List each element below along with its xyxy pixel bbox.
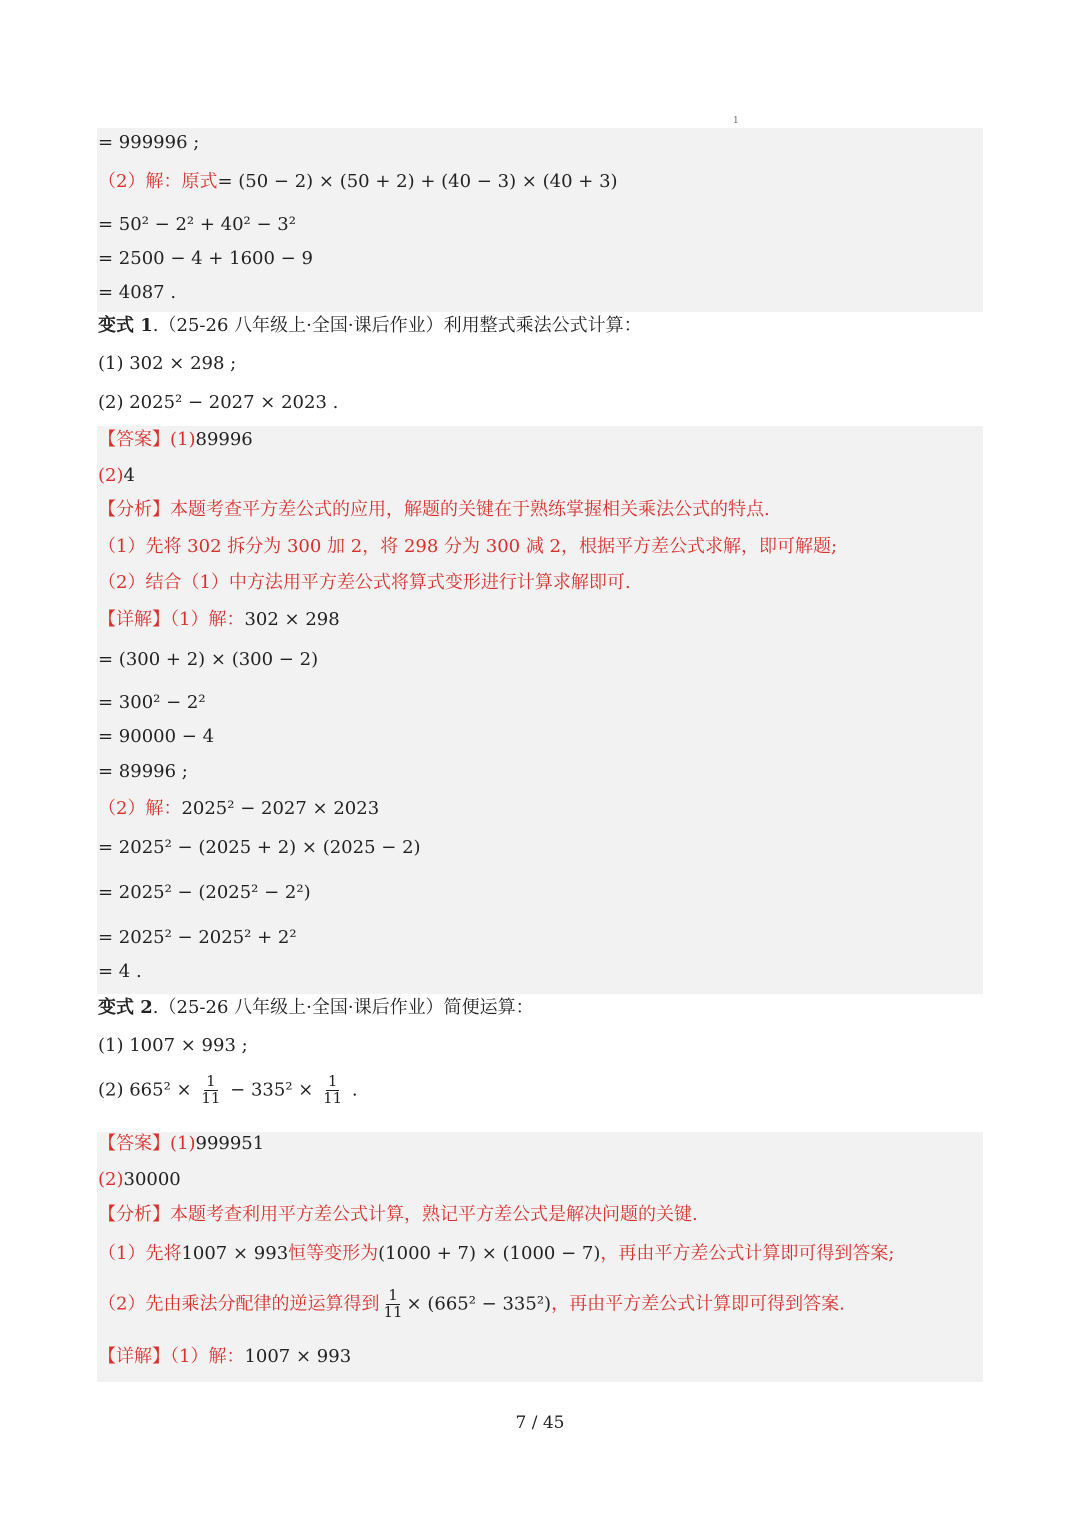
analysis1-prefix: （1）先将 — [98, 1243, 182, 1264]
variant1-title — [98, 317, 642, 335]
analysis2-prefix: （2）先由乘法分配律的逆运算得到 — [98, 1293, 380, 1315]
prev-part2-expr: = (50 − 2) × (50 + 2) + (40 − 3) × (40 + 3) — [217, 171, 618, 192]
variant1-detail — [98, 611, 340, 629]
analysis1-mid: 恒等变形为 — [288, 1243, 379, 1264]
variant1-step: = 90000 − 4 — [98, 726, 215, 747]
analysis2-expr: × (665² − 335²) — [406, 1293, 552, 1315]
analysis1-expr2: (1000 + 7) × (1000 − 7) — [378, 1243, 601, 1264]
variant1-step2: = 2025² − 2025² + 2² — [98, 927, 297, 948]
answer-index: (2) — [98, 465, 124, 486]
fraction-denominator: 11 — [323, 1088, 343, 1107]
analysis-text: 本题考查平方差公式的应用，解题的关键在于熟练掌握相关乘法公式的特点. — [170, 499, 770, 520]
analysis1-expr: 1007 × 993 — [181, 1243, 289, 1264]
prev-step-1: = 999996 ; — [98, 132, 200, 153]
fraction-denominator: 11 — [383, 1302, 403, 1321]
prev-step-5: = 4087 . — [98, 282, 177, 303]
fraction-denominator: 11 — [201, 1088, 221, 1107]
header-mark: 1 — [733, 116, 739, 126]
variant2-title — [98, 999, 534, 1017]
variant1-step: = (300 + 2) × (300 − 2) — [98, 649, 319, 670]
variant1-question-2: (2) 2025² − 2027 × 2023 . — [98, 392, 339, 413]
part2-prefix: （2）解： — [98, 798, 182, 819]
detail-prefix: （1）解： — [170, 1346, 245, 1367]
answer-value: 30000 — [123, 1169, 181, 1190]
variant1-analysis-2: （2）结合（1）中方法用平方差公式将算式变形进行计算求解即可. — [98, 572, 631, 593]
prev-step-3: = 50² − 2² + 40² − 3² — [98, 214, 296, 235]
detail-expr: 302 × 298 — [244, 609, 340, 630]
q2-prefix: (2) 665² × — [98, 1079, 192, 1101]
variant1-step2: = 4 . — [98, 961, 142, 982]
prev-step-4: = 2500 − 4 + 1600 − 9 — [98, 248, 313, 269]
answer-value: 4 — [123, 465, 135, 486]
q2-mid: − 335² × — [230, 1079, 314, 1101]
fraction-numerator: 1 — [388, 1286, 398, 1304]
analysis-tag: 【分析】 — [98, 1204, 170, 1225]
prev-part2-line — [98, 173, 618, 191]
variant2-analysis — [98, 1206, 698, 1224]
analysis2-suffix: ，再由平方差公式计算即可得到答案. — [551, 1293, 845, 1315]
variant2-question-2 — [98, 1074, 358, 1107]
variant1-analysis — [98, 501, 770, 519]
variant2-question-1: (1) 1007 × 993 ; — [98, 1035, 248, 1056]
detail-tag: 【详解】 — [98, 1346, 170, 1367]
variant1-step: = 300² − 2² — [98, 692, 206, 713]
fraction-one-eleventh — [381, 1288, 404, 1321]
prev-part2-prefix: （2）解：原式 — [98, 171, 218, 192]
analysis-tag: 【分析】 — [98, 499, 170, 520]
analysis-text: 本题考查利用平方差公式计算，熟记平方差公式是解决问题的关键. — [170, 1204, 698, 1225]
page-number: 7 / 45 — [515, 1413, 565, 1433]
variant1-answer-line — [98, 431, 253, 449]
variant1-label: 变式 1 — [98, 315, 153, 336]
answer-index: (2) — [98, 1169, 124, 1190]
answer-tag: 【答案】 — [98, 1133, 170, 1154]
variant1-source: .（25-26 八年级上·全国·课后作业）利用整式乘法公式计算： — [152, 315, 642, 336]
variant1-step2: = 2025² − (2025 + 2) × (2025 − 2) — [98, 837, 421, 858]
variant2-answer-line — [98, 1135, 264, 1153]
variant2-label: 变式 2 — [98, 997, 153, 1018]
fraction-one-eleventh — [199, 1074, 222, 1107]
fraction-numerator: 1 — [327, 1072, 338, 1090]
fraction-one-eleventh — [321, 1074, 344, 1107]
variant2-analysis-1 — [98, 1245, 894, 1263]
variant2-answer-2 — [98, 1171, 181, 1189]
variant1-answer-2 — [98, 467, 135, 485]
detail-tag: 【详解】 — [98, 609, 170, 630]
answer-value: 999951 — [195, 1133, 265, 1154]
fraction-numerator: 1 — [206, 1072, 216, 1090]
variant1-part2 — [98, 800, 379, 818]
variant2-analysis-2 — [98, 1288, 845, 1321]
detail-expr: 1007 × 993 — [244, 1346, 352, 1367]
answer-value: 89996 — [195, 429, 253, 450]
q2-suffix: . — [351, 1079, 358, 1101]
variant2-detail — [98, 1348, 351, 1366]
detail-prefix: （1）解： — [170, 609, 245, 630]
variant1-analysis-1: （1）先将 302 拆分为 300 加 2，将 298 分为 300 减 2，根据平方差公式求解，即可解题; — [98, 536, 838, 557]
answer-tag: 【答案】 — [98, 429, 170, 450]
variant1-step: = 89996 ; — [98, 761, 188, 782]
answer-index: (1) — [170, 1133, 196, 1154]
variant2-source: .（25-26 八年级上·全国·课后作业）简便运算： — [152, 997, 534, 1018]
answer-index: (1) — [170, 429, 196, 450]
part2-expr: 2025² − 2027 × 2023 — [181, 798, 380, 819]
analysis1-suffix: ，再由平方差公式计算即可得到答案; — [600, 1243, 895, 1264]
variant1-question-1: (1) 302 × 298 ; — [98, 353, 237, 374]
variant1-step2: = 2025² − (2025² − 2²) — [98, 882, 311, 903]
